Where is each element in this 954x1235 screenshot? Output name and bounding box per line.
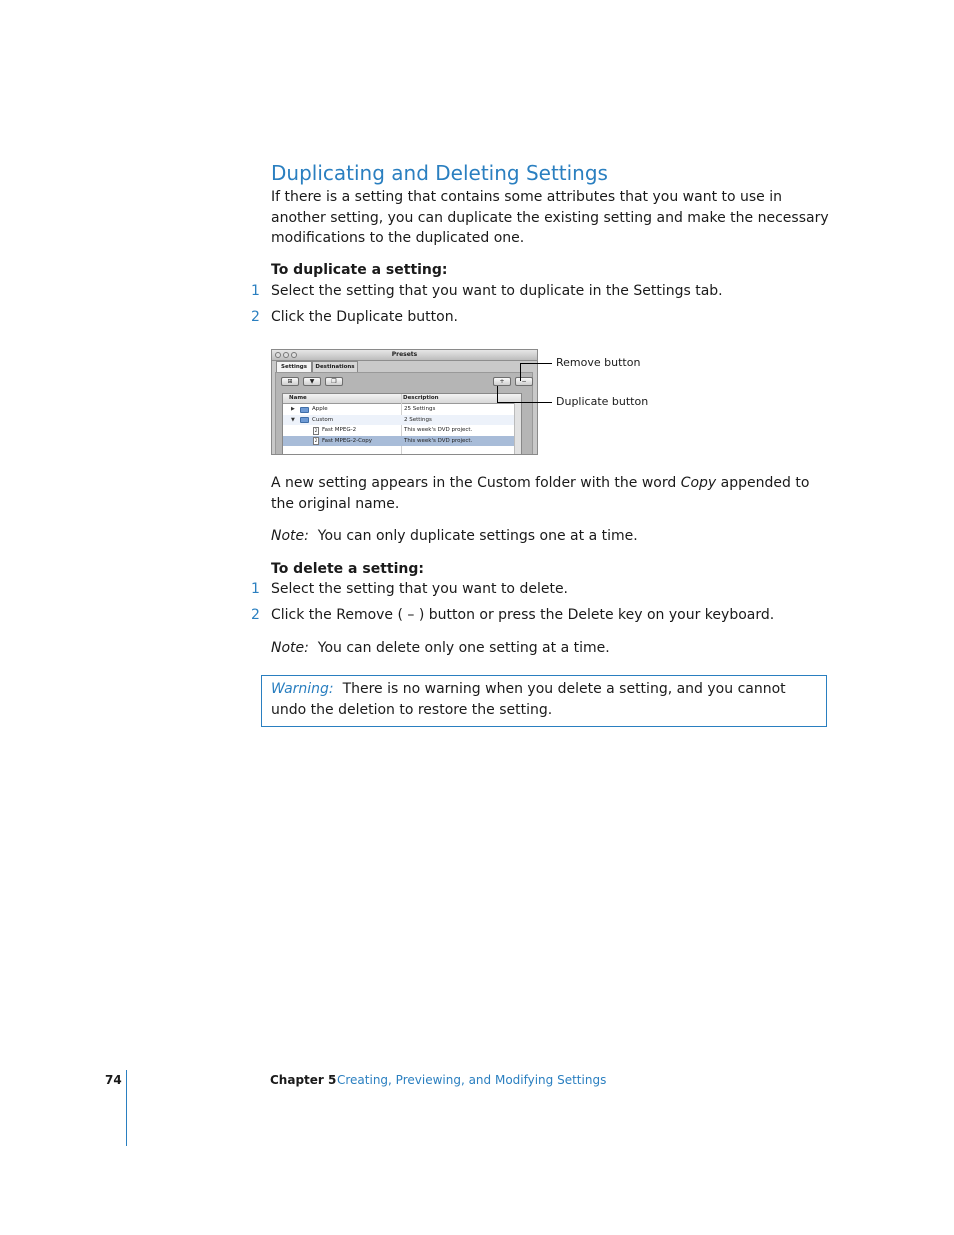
delete-step-1-number: 1	[251, 581, 260, 597]
minus-icon: −	[521, 378, 527, 385]
delete-step-2-text: Click the Remove ( – ) button or press the Delete key on your keyboard.	[271, 607, 775, 623]
duplicate-callout-line	[497, 402, 552, 403]
table-header	[283, 394, 521, 404]
note-label: Note:	[271, 528, 309, 544]
setting-document-icon: 2	[314, 438, 318, 443]
remove-callout-line	[520, 363, 552, 364]
note-text: You can only duplicate settings one at a time.	[317, 528, 638, 544]
column-header-description[interactable]: Description	[403, 395, 439, 401]
row-name: Fast MPEG-2	[322, 427, 357, 433]
folder-add-icon: ⊞	[287, 378, 293, 385]
warning-text	[271, 679, 816, 720]
table-row[interactable]	[283, 415, 521, 426]
result-text-emphasis: Copy	[680, 475, 717, 491]
settings-table	[282, 393, 522, 455]
copy-icon: ❐	[331, 378, 337, 385]
new-folder-button[interactable]	[281, 377, 299, 386]
warning-body: There is no warning when you delete a setting, and you cannot undo the deletion to restore the setting.	[271, 681, 786, 718]
folder-icon	[300, 407, 309, 413]
save-button[interactable]	[303, 377, 321, 386]
table-row[interactable]	[283, 425, 521, 436]
remove-callout-line-vertical	[520, 363, 521, 381]
chapter-title-link[interactable]: Creating, Previewing, and Modifying Settings	[337, 1073, 607, 1087]
duplicate-result-paragraph	[271, 473, 831, 514]
row-description: This week's DVD project.	[404, 437, 473, 444]
group-button[interactable]	[325, 377, 343, 386]
section-title: Duplicating and Deleting Settings	[271, 161, 608, 185]
settings-panel	[275, 372, 533, 455]
table-row[interactable]	[283, 404, 521, 415]
delete-note	[271, 638, 831, 659]
row-description: This week's DVD project.	[404, 427, 473, 433]
window-title-bar	[272, 350, 537, 361]
result-text-after: appended to the original name.	[271, 475, 810, 512]
result-text-before: A new setting appears in the Custom folder with the word	[271, 475, 681, 491]
plus-icon: +	[499, 378, 505, 385]
intro-paragraph: If there is a setting that contains some attributes that you want to use in another setting, you can duplicate the existing setting and make the necessary modifications to the duplicated one.	[271, 189, 829, 246]
window-title: Presets	[391, 351, 418, 358]
delete-step-1-text: Select the setting that you want to delete.	[271, 581, 569, 597]
footer-divider	[126, 1070, 127, 1146]
duplicate-heading: To duplicate a setting:	[271, 262, 448, 278]
duplicate-step-1-number: 1	[251, 283, 260, 299]
note-label: Note:	[271, 640, 309, 656]
duplicate-note	[271, 526, 831, 547]
folder-icon	[300, 417, 309, 423]
note-text: You can delete only one setting at a time.	[317, 640, 610, 656]
duplicate-step-2-text: Click the Duplicate button.	[271, 309, 459, 325]
tab-destinations[interactable]: Destinations	[312, 361, 358, 372]
delete-step-2-number: 2	[251, 607, 260, 623]
download-icon: ▼	[309, 378, 315, 385]
disclosure-triangle-right-icon[interactable]: ▶	[291, 406, 295, 412]
duplicate-step-2-number: 2	[251, 309, 260, 325]
warning-box	[261, 675, 827, 727]
duplicate-callout-line-vertical	[497, 386, 498, 403]
chapter-label: Chapter 5	[270, 1073, 337, 1087]
table-row-selected[interactable]	[283, 436, 521, 447]
duplicate-button-callout: Duplicate button	[556, 395, 649, 408]
remove-button-callout: Remove button	[556, 356, 641, 369]
row-description: 25 Settings	[404, 406, 436, 412]
disclosure-triangle-down-icon[interactable]: ▼	[291, 416, 295, 423]
row-name: Custom	[312, 416, 334, 423]
page-number: 74	[105, 1073, 122, 1087]
warning-label: Warning:	[271, 681, 334, 697]
row-description: 2 Settings	[404, 416, 432, 423]
duplicate-step-1-text: Select the setting that you want to duplicate in the Settings tab.	[271, 283, 723, 299]
duplicate-button[interactable]	[493, 377, 511, 386]
table-scrollbar[interactable]	[514, 403, 521, 455]
row-name: Fast MPEG-2-Copy	[322, 437, 373, 444]
remove-button[interactable]	[515, 377, 533, 386]
row-name: Apple	[312, 406, 328, 412]
column-header-name[interactable]: Name	[289, 395, 307, 401]
setting-document-icon: 2	[314, 427, 318, 433]
tab-settings[interactable]: Settings	[276, 361, 312, 372]
delete-heading: To delete a setting:	[271, 561, 424, 577]
